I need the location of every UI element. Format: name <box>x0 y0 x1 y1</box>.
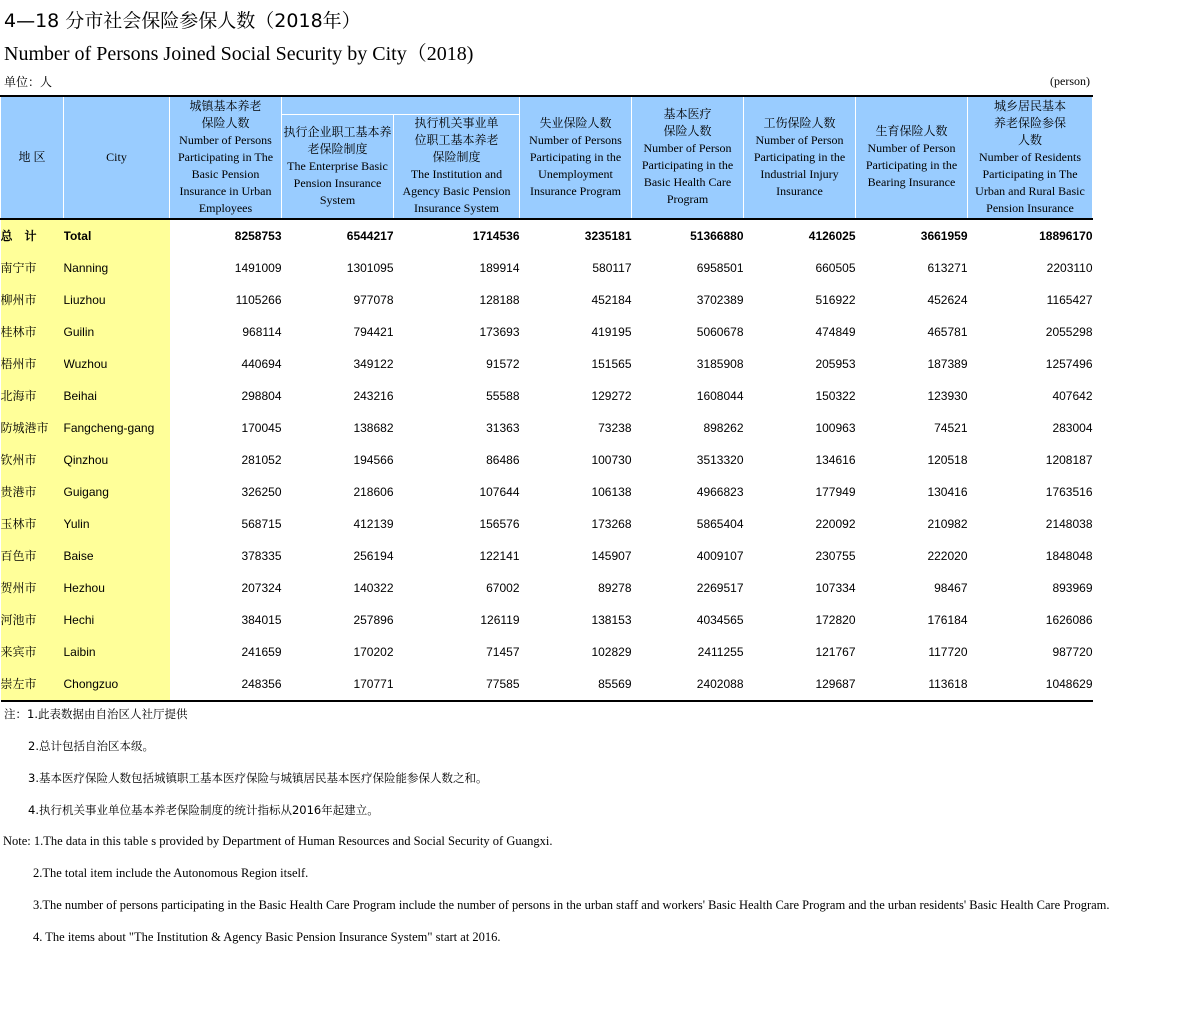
city-cell: Hezhou <box>64 572 170 604</box>
header-institution-en: The Institution and Agency Basic Pension Insurance System <box>402 167 511 216</box>
injury-cell: 107334 <box>815 580 856 595</box>
residents-cell: 2055298 <box>1045 324 1093 339</box>
maternity-cell: 98467 <box>934 580 968 595</box>
injury-cell: 660505 <box>815 260 856 275</box>
header-pension-en: Number of Persons Participating in The Basic Pension Insurance in Urban Employees <box>177 132 274 215</box>
header-enterprise-en: The Enterprise Basic Pension Insurance System <box>287 158 388 207</box>
health-cell: 4009107 <box>696 548 744 563</box>
unemployment-cell: 138153 <box>591 612 632 627</box>
residents-cell: 18896170 <box>1039 228 1093 243</box>
injury-cell: 220092 <box>815 516 856 531</box>
city-cell: Liuzhou <box>64 284 170 316</box>
region-cn-cell: 来宾市 <box>1 636 64 668</box>
enterprise-cell: 194566 <box>353 452 394 467</box>
injury-cell: 121767 <box>815 644 856 659</box>
institution-cell: 1714536 <box>472 228 520 243</box>
health-cell: 4034565 <box>696 612 744 627</box>
note-cn-3: 3.基本医疗保险人数包括城镇职工基本医疗保险与城镇居民基本医疗保险能参保人数之和。 <box>28 771 488 785</box>
maternity-cell: 210982 <box>927 516 968 531</box>
header-enterprise <box>282 115 394 219</box>
institution-cell: 156576 <box>479 516 520 531</box>
city-cell: Fangcheng-gang <box>64 412 170 444</box>
region-cn-cell: 南宁市 <box>1 252 64 284</box>
header-unemployment-en: Number of Persons Participating in the Unemployment Insurance Program <box>529 132 622 198</box>
unemployment-cell: 419195 <box>591 324 632 339</box>
header-residents-en: Number of Residents Participating in The Urban and Rural Basic Pension Insurance <box>975 149 1085 215</box>
header-pension <box>170 96 282 219</box>
enterprise-cell: 170202 <box>353 644 394 659</box>
institution-cell: 189914 <box>479 260 520 275</box>
pension-cell: 170045 <box>241 420 282 435</box>
institution-cell: 31363 <box>486 420 520 435</box>
residents-cell: 407642 <box>1052 388 1093 403</box>
header-residents <box>968 96 1093 219</box>
pension-cell: 968114 <box>242 324 282 339</box>
header-institution-cn: 执行机关事业单位职工基本养老保险制度 <box>414 116 499 165</box>
table-row <box>1 636 1093 668</box>
table-row <box>1 444 1093 476</box>
table-row <box>1 508 1093 540</box>
note-cn-1: 注：1.此表数据由自治区人社厅提供 <box>4 707 188 721</box>
region-cn-cell: 梧州市 <box>1 348 64 380</box>
injury-cell: 177949 <box>815 484 856 499</box>
institution-cell: 67002 <box>486 580 520 595</box>
institution-cell: 128188 <box>479 292 520 307</box>
maternity-cell: 123930 <box>927 388 968 403</box>
region-cn-cell: 贵港市 <box>1 476 64 508</box>
health-cell: 3185908 <box>696 356 744 371</box>
note-cn-2: 2.总计包括自治区本级。 <box>28 739 154 753</box>
header-injury-en: Number of Person Participating in the Industrial Injury Insurance <box>753 132 846 198</box>
maternity-cell: 452624 <box>927 292 968 307</box>
table-row <box>1 668 1093 701</box>
region-cn-cell: 总 计 <box>1 219 64 252</box>
pension-cell: 568715 <box>241 516 282 531</box>
city-cell: Laibin <box>64 636 170 668</box>
maternity-cell: 465781 <box>927 324 968 339</box>
maternity-cell: 187389 <box>927 356 968 371</box>
injury-cell: 172820 <box>815 612 856 627</box>
enterprise-cell: 794421 <box>353 324 394 339</box>
header-injury <box>744 96 856 219</box>
header-unemployment-cn: 失业保险人数 <box>539 115 612 130</box>
institution-cell: 91572 <box>486 356 520 371</box>
city-cell: Baise <box>64 540 170 572</box>
injury-cell: 516922 <box>815 292 856 307</box>
residents-cell: 1848048 <box>1045 548 1093 563</box>
pension-cell: 8258753 <box>234 228 282 243</box>
table-row <box>1 572 1093 604</box>
table-row <box>1 316 1093 348</box>
pension-cell: 378335 <box>241 548 282 563</box>
residents-cell: 893969 <box>1052 580 1093 595</box>
header-maternity-cn: 生育保险人数 <box>875 124 948 139</box>
residents-cell: 1165427 <box>1046 292 1093 307</box>
maternity-cell: 176184 <box>927 612 968 627</box>
institution-cell: 71457 <box>486 644 520 659</box>
health-cell: 2411255 <box>697 644 744 659</box>
enterprise-cell: 170771 <box>282 668 394 701</box>
header-maternity-en: Number of Person Participating in the Bearing Insurance <box>865 141 958 190</box>
maternity-cell: 113618 <box>856 668 968 701</box>
institution-cell: 122141 <box>479 548 520 563</box>
note-en-1: Note: 1.The data in this table s provided by Department of Human Resources and Social Security of Guangxi. <box>3 834 553 848</box>
region-cn-cell: 河池市 <box>1 604 64 636</box>
health-cell: 51366880 <box>690 228 744 243</box>
pension-cell: 326250 <box>241 484 282 499</box>
table-row <box>1 604 1093 636</box>
enterprise-cell: 349122 <box>353 356 394 371</box>
header-city: City <box>64 96 170 219</box>
region-cn-cell: 贺州市 <box>1 572 64 604</box>
header-health <box>632 96 744 219</box>
health-cell: 3513320 <box>696 452 744 467</box>
page-title-en: Number of Persons Joined Social Security by City（2018) <box>4 43 474 65</box>
header-pension-cn: 城镇基本养老保险人数 <box>189 98 262 130</box>
unemployment-cell: 3235181 <box>584 228 632 243</box>
maternity-cell: 3661959 <box>920 228 968 243</box>
table-row <box>1 540 1093 572</box>
unemployment-cell: 145907 <box>591 548 632 563</box>
unemployment-cell: 73238 <box>598 420 632 435</box>
table-row <box>1 348 1093 380</box>
header-residents-cn: 城乡居民基本养老保险参保人数 <box>993 98 1066 147</box>
header-injury-cn: 工伤保险人数 <box>763 115 836 130</box>
maternity-cell: 74521 <box>934 420 968 435</box>
pension-cell: 281052 <box>241 452 282 467</box>
unemployment-cell: 580117 <box>592 260 632 275</box>
page-title-cn: 4—18 分市社会保险参保人数（2018年） <box>4 10 361 32</box>
header-pension-subgroup <box>282 96 520 115</box>
institution-cell: 173693 <box>479 324 520 339</box>
residents-cell: 1257496 <box>1045 356 1093 371</box>
table-row-total <box>1 219 1093 252</box>
residents-cell: 1763516 <box>1045 484 1093 499</box>
maternity-cell: 613271 <box>927 260 968 275</box>
city-cell: Wuzhou <box>64 348 170 380</box>
enterprise-cell: 977078 <box>353 292 394 307</box>
header-health-cn: 基本医疗保险人数 <box>663 107 712 139</box>
city-cell: Guigang <box>64 476 170 508</box>
unemployment-cell: 89278 <box>598 580 632 595</box>
table-row <box>1 412 1093 444</box>
region-cn-cell: 防城港市 <box>1 412 64 444</box>
enterprise-cell: 138682 <box>353 420 394 435</box>
enterprise-cell: 218606 <box>353 484 394 499</box>
region-cn-cell: 北海市 <box>1 380 64 412</box>
health-cell: 3702389 <box>696 292 744 307</box>
residents-cell: 2203110 <box>1046 260 1093 275</box>
city-cell: Yulin <box>64 508 170 540</box>
enterprise-cell: 6544217 <box>346 228 394 243</box>
unit-label-en: (person) <box>1050 74 1090 88</box>
institution-cell: 107644 <box>479 484 520 499</box>
pension-cell: 440694 <box>241 356 282 371</box>
region-cn-cell: 崇左市 <box>1 668 64 701</box>
pension-cell: 298804 <box>241 388 282 403</box>
maternity-cell: 222020 <box>927 548 968 563</box>
note-en-3: 3.The number of persons participating in the Basic Health Care Program include the number of persons in the urban staff and workers' Basic Health Care Program and the urban residents' Basic Health Care Program. <box>33 898 1110 912</box>
residents-cell: 283004 <box>1052 420 1093 435</box>
unemployment-cell: 173268 <box>591 516 632 531</box>
region-cn-cell: 桂林市 <box>1 316 64 348</box>
health-cell: 5060678 <box>696 324 744 339</box>
health-cell: 4966823 <box>696 484 744 499</box>
city-cell: Chongzuo <box>64 668 170 701</box>
table-row <box>1 476 1093 508</box>
institution-cell: 77585 <box>394 668 520 701</box>
maternity-cell: 130416 <box>927 484 968 499</box>
injury-cell: 129687 <box>744 668 856 701</box>
institution-cell: 126119 <box>480 612 520 627</box>
pension-cell: 241659 <box>241 644 282 659</box>
injury-cell: 205953 <box>815 356 856 371</box>
enterprise-cell: 1301095 <box>346 260 394 275</box>
injury-cell: 474849 <box>815 324 856 339</box>
injury-cell: 230755 <box>815 548 856 563</box>
institution-cell: 55588 <box>486 388 520 403</box>
enterprise-cell: 256194 <box>353 548 394 563</box>
residents-cell: 1208187 <box>1045 452 1093 467</box>
residents-cell: 987720 <box>1052 644 1093 659</box>
header-institution <box>394 115 520 219</box>
unemployment-cell: 102829 <box>591 644 632 659</box>
residents-cell: 1048629 <box>968 668 1093 701</box>
health-cell: 6958501 <box>696 260 744 275</box>
city-cell: Hechi <box>64 604 170 636</box>
note-en-4: 4. The items about "The Institution & Agency Basic Pension Insurance System" start at 2016. <box>33 930 501 944</box>
city-cell: Qinzhou <box>64 444 170 476</box>
health-cell: 5865404 <box>696 516 744 531</box>
city-cell: Nanning <box>64 252 170 284</box>
residents-cell: 1626086 <box>1045 612 1093 627</box>
region-cn-cell: 钦州市 <box>1 444 64 476</box>
table-row <box>1 380 1093 412</box>
unit-label-cn: 单位：人 <box>4 75 53 89</box>
institution-cell: 86486 <box>486 452 520 467</box>
unemployment-cell: 129272 <box>591 388 632 403</box>
maternity-cell: 117720 <box>928 644 968 659</box>
health-cell: 898262 <box>703 420 744 435</box>
enterprise-cell: 243216 <box>353 388 394 403</box>
pension-cell: 1105266 <box>235 292 282 307</box>
table-row <box>1 252 1093 284</box>
unemployment-cell: 452184 <box>591 292 632 307</box>
health-cell: 2269517 <box>696 580 744 595</box>
injury-cell: 134616 <box>815 452 856 467</box>
table-row <box>1 284 1093 316</box>
enterprise-cell: 140322 <box>353 580 394 595</box>
city-cell: Total <box>64 219 170 252</box>
pension-cell: 1491009 <box>234 260 282 275</box>
city-cell: Guilin <box>64 316 170 348</box>
header-health-en: Number of Person Participating in the Basic Health Care Program <box>641 141 734 207</box>
city-cell: Beihai <box>64 380 170 412</box>
enterprise-cell: 257896 <box>353 612 394 627</box>
header-enterprise-cn: 执行企业职工基本养老保险制度 <box>283 124 392 156</box>
unemployment-cell: 106138 <box>591 484 632 499</box>
enterprise-cell: 412139 <box>353 516 394 531</box>
residents-cell: 2148038 <box>1045 516 1093 531</box>
header-maternity <box>856 96 968 219</box>
injury-cell: 150322 <box>815 388 856 403</box>
pension-cell: 207324 <box>241 580 282 595</box>
unemployment-cell: 85569 <box>520 668 632 701</box>
health-cell: 2402088 <box>632 668 744 701</box>
pension-cell: 384015 <box>241 612 282 627</box>
header-region-cn: 地 区 <box>1 96 64 219</box>
region-cn-cell: 柳州市 <box>1 284 64 316</box>
unemployment-cell: 100730 <box>591 452 632 467</box>
note-en-2: 2.The total item include the Autonomous Region itself. <box>33 866 309 880</box>
injury-cell: 4126025 <box>808 228 856 243</box>
health-cell: 1608044 <box>696 388 744 403</box>
maternity-cell: 120518 <box>927 452 968 467</box>
unemployment-cell: 151565 <box>591 356 632 371</box>
note-cn-4: 4.执行机关事业单位基本养老保险制度的统计指标从2016年起建立。 <box>28 803 379 817</box>
region-cn-cell: 百色市 <box>1 540 64 572</box>
pension-cell: 248356 <box>170 668 282 701</box>
header-unemployment <box>520 96 632 219</box>
injury-cell: 100963 <box>815 420 856 435</box>
social-security-table <box>0 95 1093 702</box>
region-cn-cell: 玉林市 <box>1 508 64 540</box>
